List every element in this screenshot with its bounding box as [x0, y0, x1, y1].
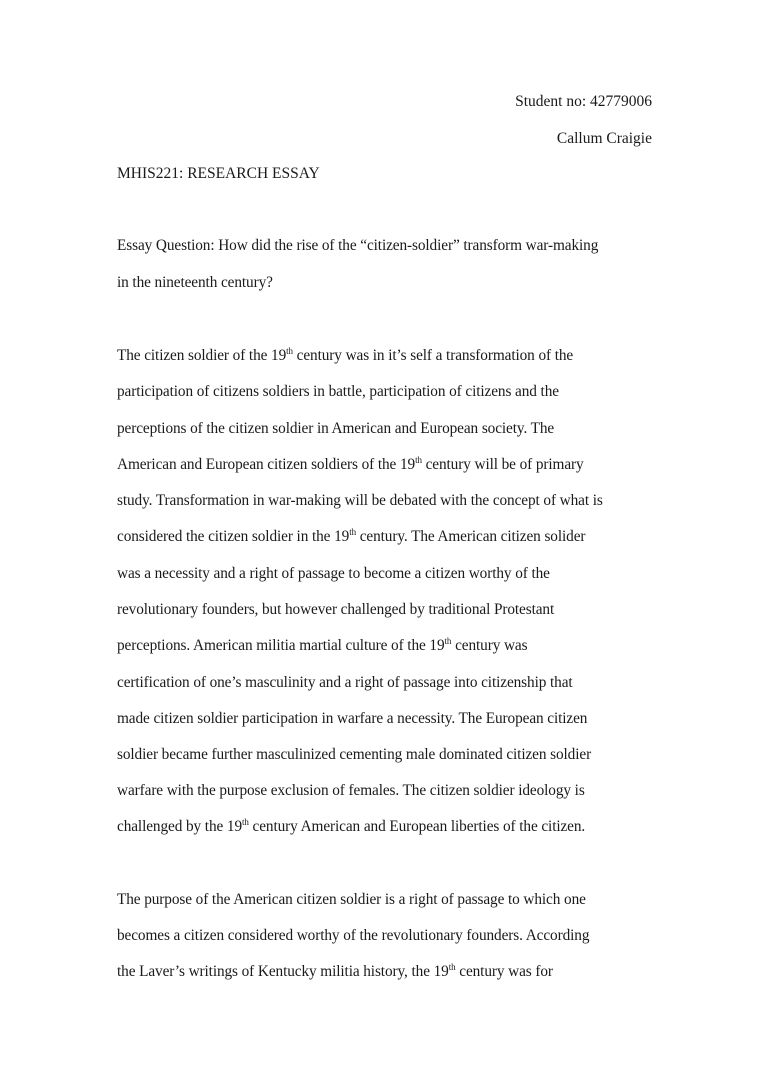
paragraph-line: revolutionary founders, but however challenged by traditional Protestant: [117, 601, 555, 618]
superscript: th: [444, 636, 452, 646]
text-run: century was: [451, 637, 528, 654]
text-run: century. The American citizen solider: [356, 528, 586, 545]
paragraph-line: becomes a citizen considered worthy of the revolutionary founders. According: [117, 927, 590, 944]
paragraph-line: certification of one’s masculinity and a right of passage into citizenship that: [117, 674, 573, 691]
paragraph-line: [117, 637, 527, 655]
paragraph-line: [117, 347, 573, 365]
superscript: th: [286, 346, 293, 356]
paragraph-line: warfare with the purpose exclusion of females. The citizen soldier ideology is: [117, 782, 585, 799]
paragraph-line: study. Transformation in war-making will be debated with the concept of what is: [117, 492, 603, 509]
course-title: MHIS221: RESEARCH ESSAY: [117, 165, 320, 182]
text-run: century will be of primary: [421, 456, 584, 473]
paragraph-line: [117, 963, 553, 981]
text-run: perceptions. American militia martial culture of the 19: [117, 637, 445, 654]
text-run: American and European citizen soldiers of the 19: [117, 456, 416, 473]
paragraph-line: made citizen soldier participation in warfare a necessity. The European citizen: [117, 710, 588, 727]
paragraph-line: participation of citizens soldiers in battle, participation of citizens and the: [117, 383, 559, 400]
paragraph-line: soldier became further masculinized cementing male dominated citizen soldier: [117, 746, 592, 763]
text-run: century was for: [455, 963, 553, 980]
paragraph-line: was a necessity and a right of passage to become a citizen worthy of the: [117, 565, 550, 582]
paragraph-line: [117, 528, 585, 546]
text-run: century was in it’s self a transformation of the: [292, 347, 574, 364]
text-run: considered the citizen soldier in the 19: [117, 528, 350, 545]
superscript: th: [349, 527, 356, 537]
essay-question-line: Essay Question: How did the rise of the “citizen-soldier” transform war-making: [117, 237, 599, 254]
paragraph-line: The purpose of the American citizen soldier is a right of passage to which one: [117, 891, 586, 908]
superscript: th: [448, 962, 456, 972]
essay-question-line: in the nineteenth century?: [117, 274, 273, 291]
paragraph-line: [117, 456, 584, 474]
paragraph-line: perceptions of the citizen soldier in American and European society. The: [117, 420, 555, 437]
superscript: th: [242, 817, 249, 827]
text-run: the Laver’s writings of Kentucky militia history, the 19: [117, 963, 449, 980]
superscript: th: [415, 455, 422, 465]
paragraph-line: [117, 818, 585, 836]
text-run: century American and European liberties of the citizen.: [248, 818, 586, 835]
author-name: Callum Craigie: [556, 130, 652, 147]
text-run: The citizen soldier of the 19: [117, 347, 287, 364]
text-run: challenged by the 19: [117, 818, 243, 835]
student-number: Student no: 42779006: [515, 93, 652, 110]
